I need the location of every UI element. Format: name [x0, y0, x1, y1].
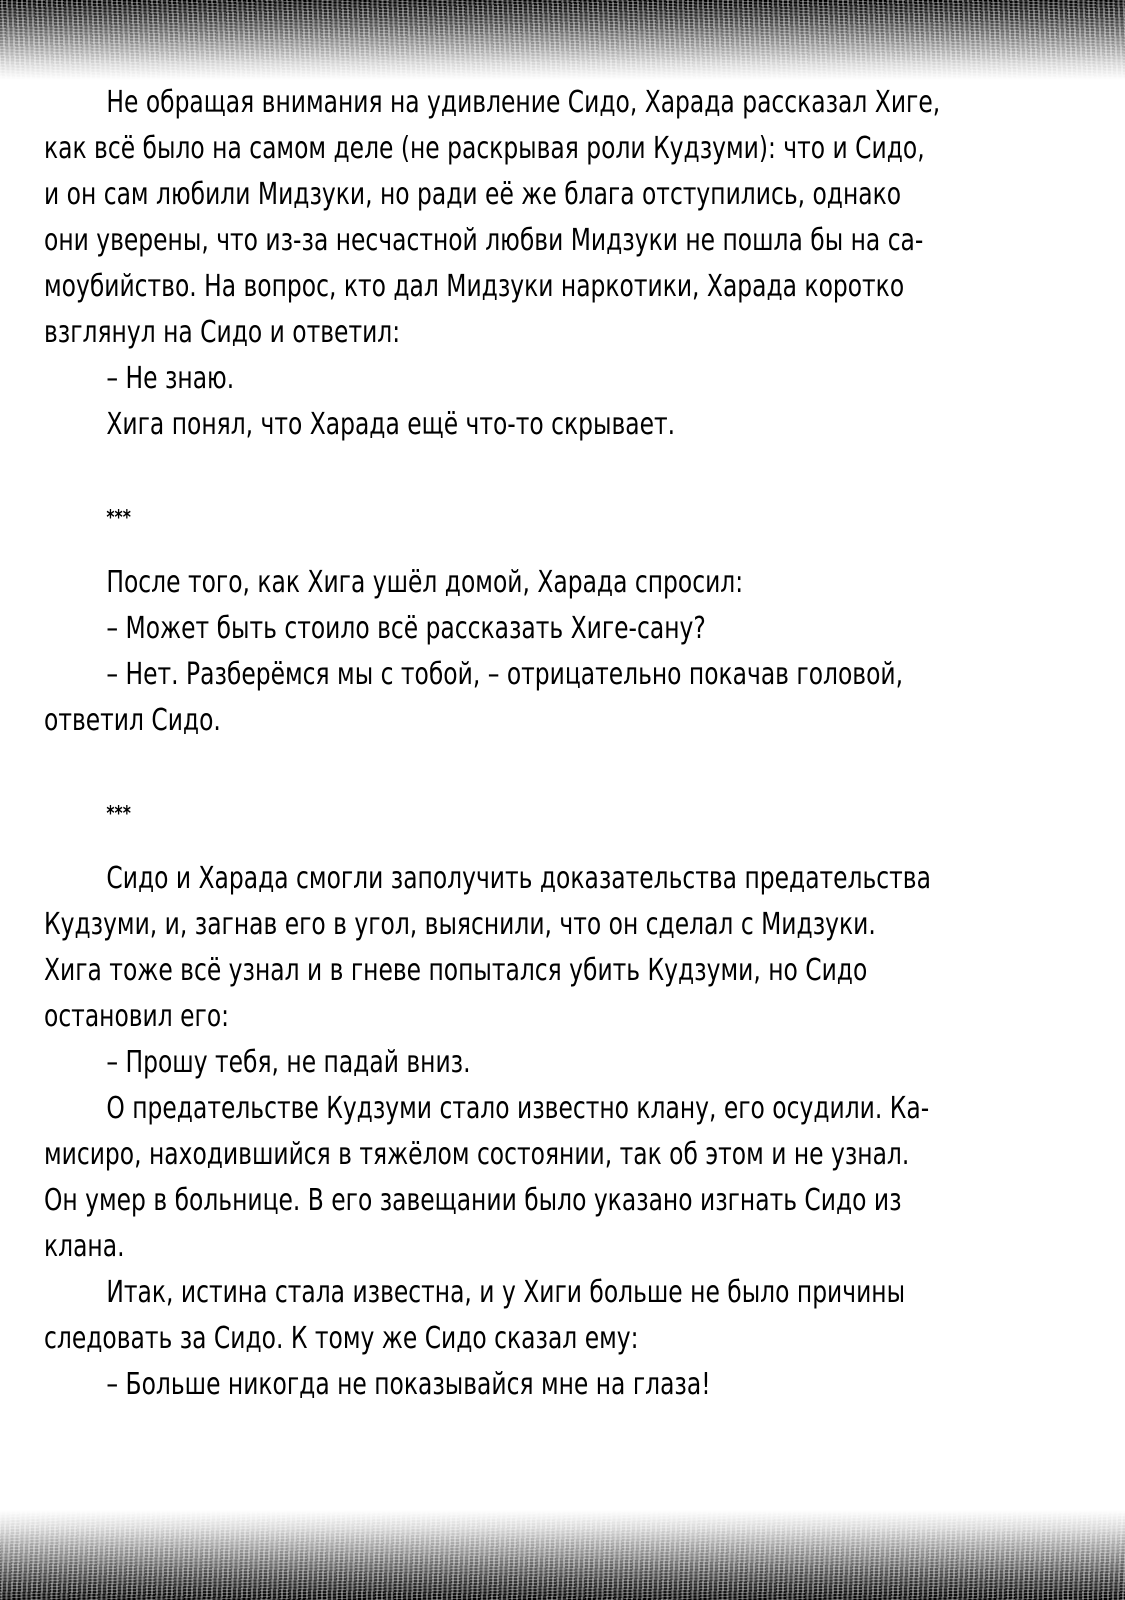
text-line: Хига понял, что Харада ещё что-то скрывает.	[106, 407, 676, 442]
section-separator: ***	[106, 801, 131, 825]
text-line: – Нет. Разберёмся мы с тобой, – отрицательно покачав головой,	[106, 657, 904, 692]
text-line: – Прошу тебя, не падай вниз.	[106, 1045, 471, 1080]
text-line: как всё было на самом деле (не раскрывая роли Кудзуми): что и Сидо,	[44, 131, 925, 166]
text-line: моубийство. На вопрос, кто дал Мидзуки наркотики, Харада коротко	[44, 269, 905, 304]
paragraph-7	[44, 856, 1084, 1040]
text-line: клана.	[44, 1229, 125, 1264]
paragraph-1	[44, 80, 1084, 356]
spacer	[44, 448, 1084, 494]
text-line: Кудзуми, и, загнав его в угол, выяснили, что он сделал с Мидзуки.	[44, 907, 876, 942]
text-line: Итак, истина стала известна, и у Хиги больше не было причины	[106, 1275, 906, 1310]
text-line: следовать за Сидо. К тому же Сидо сказал ему:	[44, 1321, 639, 1356]
paragraph-5	[44, 606, 1084, 652]
spacer	[44, 744, 1084, 790]
top-noise-gradient	[0, 0, 1125, 80]
text-line: остановил его:	[44, 999, 230, 1034]
text-line: взглянул на Сидо и ответил:	[44, 315, 401, 350]
text-line: Хига тоже всё узнал и в гневе попытался убить Кудзуми, но Сидо	[44, 953, 868, 988]
paragraph-4	[44, 560, 1084, 606]
text-line: они уверены, что из-за несчастной любви Мидзуки не пошла бы на са-	[44, 223, 924, 258]
paragraph-10	[44, 1270, 1084, 1362]
text-line: – Может быть стоило всё рассказать Хиге-сану?	[106, 611, 706, 646]
text-line: Он умер в больнице. В его завещании было указано изгнать Сидо из	[44, 1183, 902, 1218]
text-line: Не обращая внимания на удивление Сидо, Харада рассказал Хиге,	[106, 85, 941, 120]
text-line: мисиро, находившийся в тяжёлом состоянии, так об этом и не узнал.	[44, 1137, 910, 1172]
text-line: – Не знаю.	[106, 361, 235, 396]
paragraph-11	[44, 1362, 1084, 1408]
spacer	[44, 540, 1084, 560]
paragraph-8	[44, 1040, 1084, 1086]
paragraph-9	[44, 1086, 1084, 1270]
text-line: – Больше никогда не показывайся мне на глаза!	[106, 1367, 711, 1402]
spacer	[44, 836, 1084, 856]
section-separator: ***	[106, 505, 131, 529]
text-line: ответил Сидо.	[44, 703, 221, 738]
text-line: Сидо и Харада смогли заполучить доказательства предательства	[106, 861, 931, 896]
bottom-noise-gradient	[0, 1510, 1125, 1600]
paragraph-2	[44, 356, 1084, 402]
paragraph-6	[44, 652, 1084, 744]
text-line: О предательстве Кудзуми стало известно клану, его осудили. Ка-	[106, 1091, 930, 1126]
paragraph-3	[44, 402, 1084, 448]
text-line: После того, как Хига ушёл домой, Харада спросил:	[106, 565, 744, 600]
text-line: и он сам любили Мидзуки, но ради её же блага отступились, однако	[44, 177, 902, 212]
page-text	[44, 80, 1084, 1408]
